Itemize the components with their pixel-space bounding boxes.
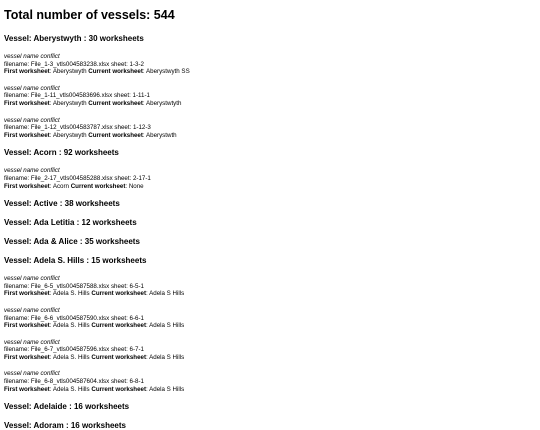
vessel-section [4, 34, 536, 139]
first-worksheet-value: : Adela S. Hills [49, 290, 92, 298]
first-worksheet-key: First worksheet [4, 385, 50, 393]
conflict-label: vessel name conflict [4, 338, 60, 346]
conflict-worksheets [4, 68, 536, 76]
conflict-worksheets [4, 290, 536, 298]
vessel-list [4, 34, 536, 430]
conflict-filename: filename: File_1-3_vtls004583238.xlsx sheet: 1-3-2 [4, 60, 144, 68]
first-worksheet-key: First worksheet [4, 131, 50, 139]
conflict-label: vessel name conflict [4, 306, 60, 314]
name-conflict-entry [4, 275, 536, 298]
current-worksheet-key: Current worksheet [91, 322, 147, 330]
first-worksheet-key: First worksheet [4, 322, 50, 330]
vessel-heading: Vessel: Aberystwyth : 30 worksheets [4, 34, 144, 43]
current-worksheet-key: Current worksheet [88, 68, 143, 76]
first-worksheet-key: First worksheet [4, 99, 50, 107]
vessel-heading: Vessel: Ada Letitia : 12 worksheets [4, 218, 137, 228]
first-worksheet-key: First worksheet [4, 182, 50, 190]
vessel-heading: Vessel: Active : 38 worksheets [4, 199, 120, 209]
conflict-filename: filename: File_6-8_vtls004587604.xlsx sheet: 6-8-1 [4, 378, 144, 386]
conflict-label: vessel name conflict [4, 275, 60, 283]
vessel-section [4, 402, 536, 411]
name-conflict-entry [4, 307, 536, 330]
vessel-heading: Vessel: Acorn : 92 worksheets [4, 148, 119, 158]
current-worksheet-value: : Adela S Hills [146, 322, 185, 330]
current-worksheet-value: : Adela S Hills [146, 385, 185, 393]
name-conflict-entry [4, 370, 536, 393]
current-worksheet-key: Current worksheet [91, 290, 147, 298]
conflict-filename: filename: File_2-17_vtls004585288.xlsx sheet: 2-17-1 [4, 174, 151, 182]
current-worksheet-key: Current worksheet [88, 99, 143, 107]
conflict-label: vessel name conflict [4, 116, 60, 124]
current-worksheet-value: : Aberystwyth SS [142, 68, 190, 76]
conflict-worksheets [4, 322, 536, 330]
conflict-label: vessel name conflict [4, 167, 60, 175]
vessel-section [4, 199, 536, 208]
name-conflict-entry [4, 339, 536, 362]
name-conflict-entry [4, 167, 536, 190]
first-worksheet-key: First worksheet [4, 68, 50, 76]
total-vessels-heading: Total number of vessels: 544 [4, 8, 175, 22]
vessel-section [4, 237, 536, 246]
current-worksheet-value: : Adela S Hills [146, 290, 185, 298]
first-worksheet-value: : Aberystwyth [49, 131, 89, 139]
current-worksheet-value: : Aberystwtyth [142, 99, 182, 107]
conflict-label: vessel name conflict [4, 84, 60, 92]
name-conflict-entry [4, 117, 536, 140]
name-conflict-entry [4, 85, 536, 108]
current-worksheet-value: : Adela S Hills [146, 353, 185, 361]
current-worksheet-value: : None [125, 182, 144, 190]
first-worksheet-value: : Aberystwyth [49, 99, 89, 107]
vessel-section [4, 256, 536, 393]
current-worksheet-key: Current worksheet [91, 385, 147, 393]
first-worksheet-value: : Adela S. Hills [49, 322, 92, 330]
conflict-label: vessel name conflict [4, 370, 60, 378]
conflict-filename: filename: File_6-6_vtls004587590.xlsx sheet: 6-6-1 [4, 314, 144, 322]
current-worksheet-key: Current worksheet [91, 353, 147, 361]
first-worksheet-key: First worksheet [4, 353, 50, 361]
vessel-heading: Vessel: Adela S. Hills : 15 worksheets [4, 256, 147, 266]
first-worksheet-value: : Acorn [49, 182, 71, 190]
conflict-filename: filename: File_1-12_vtls004583787.xlsx sheet: 1-12-3 [4, 124, 151, 132]
first-worksheet-value: : Adela S. Hills [49, 385, 92, 393]
conflict-worksheets [4, 132, 536, 140]
vessel-heading: Vessel: Ada & Alice : 35 worksheets [4, 237, 140, 247]
current-worksheet-value: : Aberystwth [142, 131, 177, 139]
conflict-worksheets [4, 354, 536, 362]
first-worksheet-value: : Adela S. Hills [49, 353, 92, 361]
current-worksheet-key: Current worksheet [88, 131, 143, 139]
name-conflict-entry [4, 53, 536, 76]
conflict-filename: filename: File_6-7_vtls004587596.xlsx sheet: 6-7-1 [4, 346, 144, 354]
first-worksheet-key: First worksheet [4, 290, 50, 298]
first-worksheet-value: : Aberystwyth [49, 68, 89, 76]
vessel-section [4, 148, 536, 190]
vessel-heading: Vessel: Adoram : 16 worksheets [4, 421, 126, 430]
conflict-worksheets [4, 386, 536, 394]
vessel-heading: Vessel: Adelaide : 16 worksheets [4, 402, 130, 412]
conflict-label: vessel name conflict [4, 53, 60, 60]
conflict-worksheets [4, 100, 536, 108]
current-worksheet-key: Current worksheet [70, 182, 126, 190]
vessel-section [4, 421, 536, 430]
vessel-section [4, 218, 536, 227]
conflict-filename: filename: File_1-11_vtls004583696.xlsx sheet: 1-11-1 [4, 92, 150, 100]
conflict-worksheets [4, 183, 536, 191]
conflict-filename: filename: File_6-5_vtls004587588.xlsx sheet: 6-5-1 [4, 282, 144, 290]
